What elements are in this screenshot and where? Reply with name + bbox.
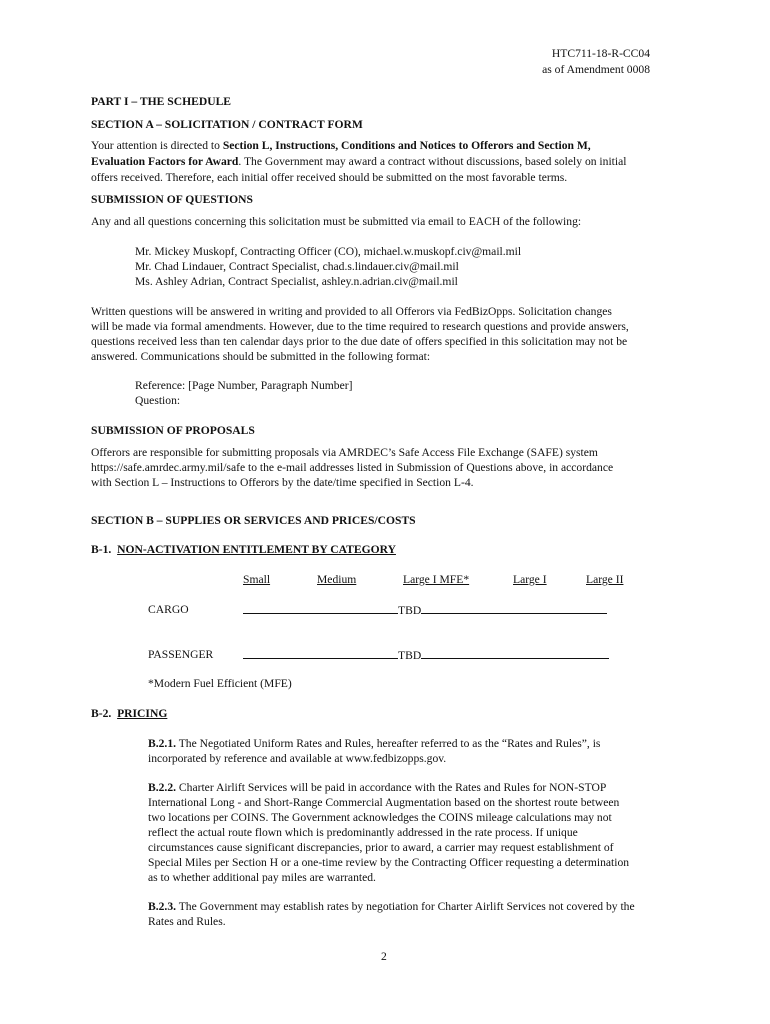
section-a-heading: SECTION A – SOLICITATION / CONTRACT FORM xyxy=(91,118,363,131)
b21-line-1: B.2.1. The Negotiated Uniform Rates and Rules, hereafter referred to as the “Rates and Rules”, is xyxy=(148,737,601,750)
mfe-footnote: *Modern Fuel Efficient (MFE) xyxy=(148,677,292,690)
questions-para-line: Written questions will be answered in writing and provided to all Offerors via FedBizOpps. Solicitation changes xyxy=(91,305,612,318)
amendment-label: as of Amendment 0008 xyxy=(542,63,650,76)
page-number: 2 xyxy=(381,950,387,963)
document-number: HTC711-18-R-CC04 xyxy=(551,47,650,60)
blank-line xyxy=(243,602,398,614)
column-large-i: Large I xyxy=(513,573,547,586)
section-a-line-1: Your attention is directed to Section L, Instructions, Conditions and Notices to Offerors and Section M, xyxy=(91,139,591,152)
row-label-passenger: PASSENGER xyxy=(148,648,214,661)
proposals-para-line: Offerors are responsible for submitting proposals via AMRDEC’s Safe Access File Exchange (SAFE) system xyxy=(91,446,598,459)
column-large-i-mfe: Large I MFE* xyxy=(403,573,470,586)
section-a-line-2: Evaluation Factors for Award. The Government may award a contract without discussions, based solely on initial xyxy=(91,155,627,168)
blank-line xyxy=(421,602,607,614)
column-medium: Medium xyxy=(317,573,357,586)
part-heading: PART I – THE SCHEDULE xyxy=(91,95,232,108)
b21-line-2: incorporated by reference and available at www.fedbizopps.gov. xyxy=(148,752,447,765)
column-small: Small xyxy=(243,573,271,586)
proposals-para-line: with Section L – Instructions to Offerors by the date/time specified in Section L-4. xyxy=(91,476,474,489)
cargo-value: TBD xyxy=(398,604,422,617)
column-large-ii: Large II xyxy=(586,573,624,586)
section-a-line-3: offers received. Therefore, each initial offer received should be submitted on the most favorable terms. xyxy=(91,171,568,184)
contact-muskopf: Mr. Mickey Muskopf, Contracting Officer (CO), michael.w.muskopf.civ@mail.mil xyxy=(135,245,522,258)
b22-line: International Long - and Short-Range Commercial Augmentation based on the shortest route between xyxy=(148,796,620,809)
blank-line xyxy=(421,647,609,659)
b1-heading: B-1. NON-ACTIVATION ENTITLEMENT BY CATEGORY xyxy=(91,543,396,556)
b22-line: as to whether additional pay miles are warranted. xyxy=(148,871,376,884)
questions-para-line: will be made via formal amendments. However, due to the time required to research questions and provide answers, xyxy=(91,320,629,333)
b22-line: reflect the actual route flown which is predominantly addressed in the rate process. If unique xyxy=(148,826,578,839)
questions-intro: Any and all questions concerning this solicitation must be submitted via email to EACH of the following: xyxy=(91,215,582,228)
contact-adrian: Ms. Ashley Adrian, Contract Specialist, ashley.n.adrian.civ@mail.mil xyxy=(135,275,458,288)
row-passenger-entries xyxy=(243,647,609,664)
b22-line-1: B.2.2. Charter Airlift Services will be paid in accordance with the Rates and Rules for NON-STOP xyxy=(148,781,607,794)
b2-heading: B-2. PRICING xyxy=(91,707,168,720)
b23-line-1: B.2.3. The Government may establish rates by negotiation for Charter Airlift Services not covered by the xyxy=(148,900,635,913)
questions-para-line: questions received less than ten calendar days prior to the due date of offers specified in this solicitation may not be xyxy=(91,335,628,348)
b22-line: circumstances cause significant discrepancies, prior to award, a carrier may request establishment of xyxy=(148,841,614,854)
questions-heading: SUBMISSION OF QUESTIONS xyxy=(91,193,253,206)
passenger-value: TBD xyxy=(398,649,422,662)
format-reference: Reference: [Page Number, Paragraph Number] xyxy=(135,379,353,392)
b22-line: Special Miles per Section H or a one-time review by the Contracting Officer requesting a determination xyxy=(148,856,630,869)
proposals-para-line: https://safe.amrdec.army.mil/safe to the e-mail addresses listed in Submission of Questions above, in accordance xyxy=(91,461,614,474)
row-label-cargo: CARGO xyxy=(148,603,189,616)
questions-para-line: answered. Communications should be submitted in the following format: xyxy=(91,350,431,363)
section-b-heading: SECTION B – SUPPLIES OR SERVICES AND PRICES/COSTS xyxy=(91,514,416,527)
proposals-heading: SUBMISSION OF PROPOSALS xyxy=(91,424,255,437)
b23-line-2: Rates and Rules. xyxy=(148,915,226,928)
b22-line: two locations per COINS. The Government acknowledges the COINS mileage calculations may not xyxy=(148,811,612,824)
blank-line xyxy=(243,647,398,659)
format-question: Question: xyxy=(135,394,181,407)
contact-lindauer: Mr. Chad Lindauer, Contract Specialist, chad.s.lindauer.civ@mail.mil xyxy=(135,260,459,273)
row-cargo-entries xyxy=(243,602,607,619)
